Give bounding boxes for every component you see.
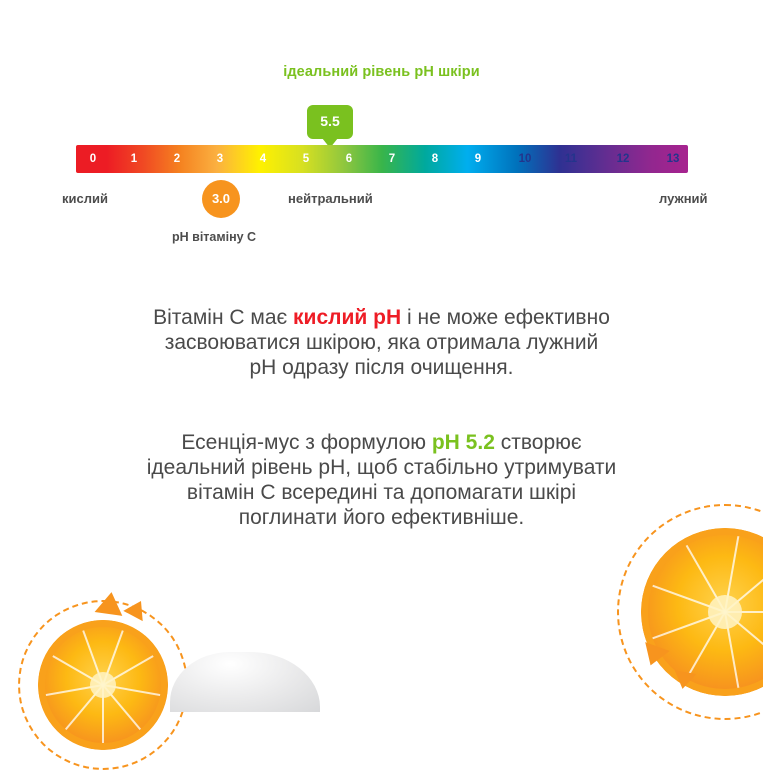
vitamin-c-ph-marker-value: 3.0 [211,191,231,206]
p2-line4: поглинати його ефективніше. [238,506,525,529]
ph-tick-6: 6 [345,153,353,165]
p2-text-b: створює [494,431,582,454]
paragraph-acidic-ph [0,305,763,380]
skin-ph-marker-value: 5.5 [320,113,340,129]
ph-tick-1: 1 [130,153,138,165]
paragraph-essence-mousse [0,430,763,530]
foam-texture [170,652,320,712]
p2-line2: ідеальний рівень pH, щоб стабільно утримувати [146,456,617,479]
ph-tick-12: 12 [616,153,630,165]
ph-tick-3: 3 [216,153,224,165]
p1-line2: засвоюватися шкірою, яка отримала лужний [164,331,599,354]
caption-acidic: кислий [62,191,108,206]
ideal-ph-title: ідеальний рівень pH шкіри [283,64,480,80]
p1-text-a: Вітамін C має [153,306,294,329]
ph-tick-10: 10 [518,153,532,165]
ph-tick-8: 8 [431,153,439,165]
orange-core [708,595,742,629]
caption-neutral: нейтральний [288,191,373,206]
p2-line3: вітамін C всередині та допомагати шкірі [186,481,577,504]
ph-tick-0: 0 [89,153,97,165]
ph-tick-5: 5 [302,153,310,165]
skin-ph-marker [307,105,353,139]
ph-tick-2: 2 [173,153,181,165]
arrow-icon [672,670,697,691]
ph-scale [76,145,688,173]
orange-core [90,672,116,698]
p1-line3: pH одразу після очищення. [249,356,514,379]
ph-tick-13: 13 [666,153,680,165]
arrow-icon [95,590,126,616]
ph-tick-7: 7 [388,153,396,165]
caption-alkaline: лужний [659,191,708,206]
p1-highlight-acidic-ph: кислий pH [293,306,402,329]
caption-vitamin-c-ph: pH вітаміну C [172,230,257,244]
p1-text-b: і не може ефективно [401,306,610,329]
ph-tick-9: 9 [474,153,482,165]
p2-highlight-ph-52: pH 5.2 [431,431,495,454]
ph-tick-11: 11 [564,153,578,165]
vitamin-c-ph-marker [202,180,240,218]
p2-text-a: Есенція-мус з формулою [181,431,432,454]
ph-tick-4: 4 [259,153,267,165]
orange-slice-left [38,620,168,750]
